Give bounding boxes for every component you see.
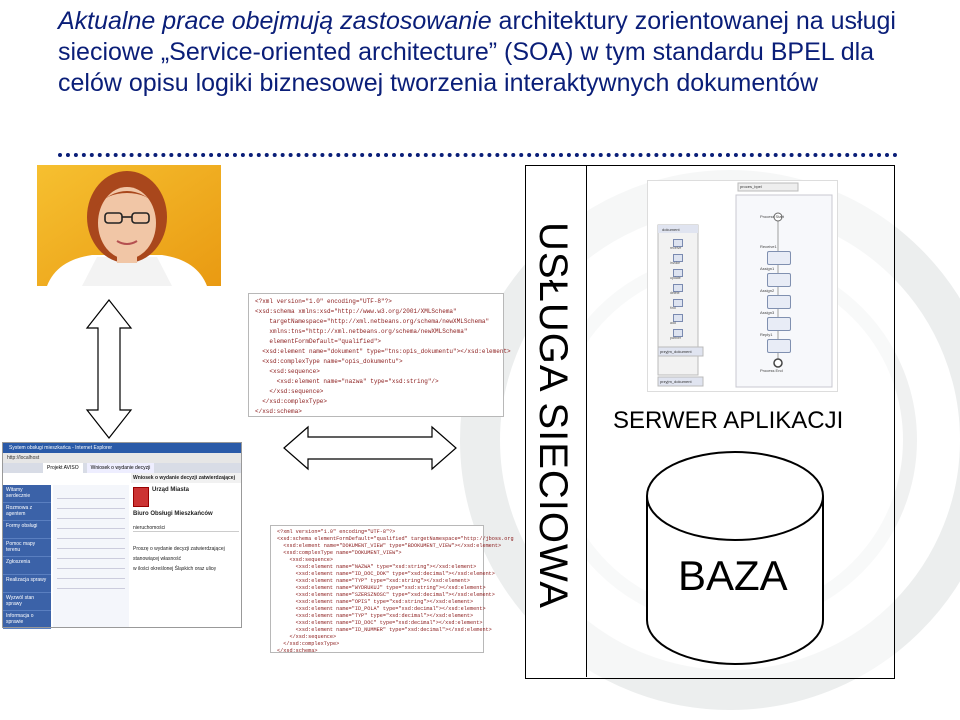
xml-schema-bottom — [270, 525, 514, 654]
request-text-2: stanowiącej własność — [133, 556, 182, 562]
xml-top-code — [249, 294, 511, 420]
xml-schema-top — [248, 293, 511, 417]
xml-bottom-line: <?xml version="1.0" encoding="UTF-8"?> — [277, 529, 396, 535]
sidebar-item[interactable]: Zgłoszenia — [3, 557, 51, 575]
xml-top-line: </xsd:sequence> — [255, 388, 324, 395]
bpel-palette-label: invoke — [670, 261, 681, 265]
xml-bottom-line: <xsd:complexType name="DOKUMENT_VIEW"> — [277, 550, 402, 556]
person-photo — [37, 165, 221, 286]
browser-sidebar — [3, 485, 51, 627]
title-italic: Aktualne prace obejmują zastosowanie — [58, 7, 492, 35]
sidebar-item[interactable]: Realizacja sprawy — [3, 575, 51, 593]
bpel-palette-label: find — [670, 306, 676, 310]
bpel-title: proces_bpel — [740, 184, 762, 189]
nav-lines — [53, 485, 129, 593]
bpel-palette-label: update — [670, 276, 681, 280]
bpel-node-label: Process End — [760, 368, 783, 373]
bpel-node-label: Process Start — [760, 214, 785, 219]
xml-bottom-line: <xsd:element name="DOKUMENT_VIEW" type="BDOKUMENT_VIEW"></xsd:element> — [277, 543, 502, 549]
xml-bottom-line: <xsd:element name="TYP" type="xsd:string"></xsd:element> — [277, 578, 471, 584]
form-panel — [131, 473, 241, 627]
xml-top-line: <?xml version="1.0" encoding="UTF-8"?> — [255, 298, 392, 305]
xml-bottom-line: <xsd:element name="OPIS" type="xsd:string"></xsd:element> — [277, 599, 474, 605]
xml-bottom-line: <xsd:element name="ID_POLA" type="xsd:decimal"></xsd:element> — [277, 606, 486, 612]
bpel-node-box — [767, 317, 791, 331]
horizontal-double-arrow — [282, 425, 458, 471]
title-divider — [58, 153, 898, 161]
xml-top-line: <xsd:element name="dokument" type="tns:opis_dokumentu"></xsd:element> — [255, 348, 511, 355]
request-text: Proszę o wydanie decyzji zatwierdzającej — [133, 546, 225, 552]
browser-title-bar: System obsługi mieszkańca - Internet Explorer — [3, 443, 241, 453]
office-name: Urząd Miasta — [152, 487, 190, 493]
sidebar-item[interactable]: Pomoc mapy terenu — [3, 539, 51, 557]
xml-bottom-line: <xsd:element name="NAZWA" type="xsd:string"></xsd:element> — [277, 564, 477, 570]
title-rest: architektury zorientowanej na usługi sieciowe „Service-oriented architecture” (SOA) w tym standardu BPEL dla celów opisu logiki biznesowej tworzenia interaktywnych dokumentów — [58, 7, 896, 97]
xml-top-line: <xsd:sequence> — [255, 368, 320, 375]
sidebar-item[interactable]: Witamy serdecznie — [3, 485, 51, 503]
xml-top-line: </xsd:complexType> — [255, 398, 328, 405]
crest-icon — [133, 487, 149, 507]
bpel-node-label: Assign2 — [760, 288, 775, 293]
xml-bottom-code — [271, 526, 514, 658]
office-unit: Biuro Obsługi Mieszkańców — [133, 511, 213, 517]
server-label: SERWER APLIKACJI — [613, 407, 844, 434]
form-sub: nieruchomości — [133, 525, 239, 532]
bpel-node-label: Reply1 — [760, 332, 773, 337]
bpel-node-label: Assign1 — [760, 266, 775, 271]
bpel-palette-label: receive — [670, 246, 682, 250]
sidebar-item[interactable]: Informacja o sprawie — [3, 611, 51, 629]
vertical-double-arrow — [84, 298, 134, 440]
request-text-3: w ilości określonej Śląskich oraz ulicę — [133, 566, 217, 572]
bpel-palette-label: partner — [670, 336, 682, 340]
bpel-screenshot — [647, 180, 838, 392]
sidebar-item[interactable]: Formy obsługi — [3, 521, 51, 539]
database-label: BAZA — [678, 552, 788, 599]
bpel-node-box — [767, 251, 791, 265]
browser-address[interactable]: http://localhost — [3, 453, 241, 463]
bpel-node-box — [767, 273, 791, 287]
bpel-node-box — [767, 295, 791, 309]
bpel-palette-title: dokument — [662, 227, 680, 232]
bpel-palette-label: delete — [670, 291, 680, 295]
form-heading: Wniosek o wydanie decyzji zatwierdzającej — [131, 473, 241, 483]
page-title — [58, 6, 918, 99]
xml-top-line: <xsd:schema xmlns:xsd="http://www.w3.org/2001/XMLSchema" — [255, 308, 457, 315]
bpel-node-box — [767, 339, 791, 353]
xml-bottom-line: <xsd:element name="ID_DOC_DOK" type="xsd:decimal"></xsd:element> — [277, 571, 495, 577]
xml-top-line: </xsd:schema> — [255, 408, 302, 415]
bpel-palette-label: add — [670, 321, 676, 325]
tab-wniosek[interactable]: Wniosek o wydanie decyzji — [87, 463, 155, 473]
xml-bottom-line: </xsd:complexType> — [277, 641, 340, 647]
xml-top-line: elementFormDefault="qualified"> — [255, 338, 382, 345]
xml-bottom-line: </xsd:sequence> — [277, 634, 337, 640]
xml-bottom-line: <xsd:sequence> — [277, 557, 334, 563]
browser-screenshot — [2, 442, 242, 628]
xml-top-line: targetNamespace="http://xml.netbeans.org/schema/newXMLSchema" — [255, 318, 490, 325]
xml-bottom-line: <xsd:element name="SZERSZNOSC" type="xsd:decimal"></xsd:element> — [277, 592, 495, 598]
xml-bottom-line: <xsd:element name="ID_DOC" type="xsd:decimal"></xsd:element> — [277, 620, 483, 626]
bpel-node-label: Receive1 — [760, 244, 777, 249]
xml-bottom-line: </xsd:schema> — [277, 648, 318, 654]
xml-bottom-line: <xsd:schema elementFormDefault="qualified" targetNamespace="http://jboss.org — [277, 536, 514, 542]
bpel-node-label: Assign3 — [760, 310, 775, 315]
xml-top-line: <xsd:complexType name="opis_dokumentu"> — [255, 358, 403, 365]
xml-top-line: <xsd:element name="nazwa" type="xsd:string"/> — [255, 378, 439, 385]
xml-bottom-line: <xsd:element name="ID_NUMMER" type="xsd:decimal"></xsd:element> — [277, 627, 492, 633]
sidebar-item[interactable]: Wyzwól stan sprawy — [3, 593, 51, 611]
tab-projekt[interactable]: Projekt AVISO — [43, 463, 83, 473]
xml-top-line: xmlns:tns="http://xml.netbeans.org/schema/newXMLSchema" — [255, 328, 468, 335]
nav-panel — [53, 485, 129, 627]
sidebar-item[interactable]: Rozmowa z agentem — [3, 503, 51, 521]
xml-bottom-line: <xsd:element name="TYP" type="xsd:decimal"></xsd:element> — [277, 613, 474, 619]
bpel-partner-1: przyjm_dokument — [660, 349, 692, 354]
service-label: USŁUGA SIECIOWA — [531, 222, 575, 609]
xml-bottom-line: <xsd:element name="WYDRUKUJ" type="xsd:string"></xsd:element> — [277, 585, 486, 591]
bpel-partner-2: przyjm_dokument — [660, 379, 692, 384]
